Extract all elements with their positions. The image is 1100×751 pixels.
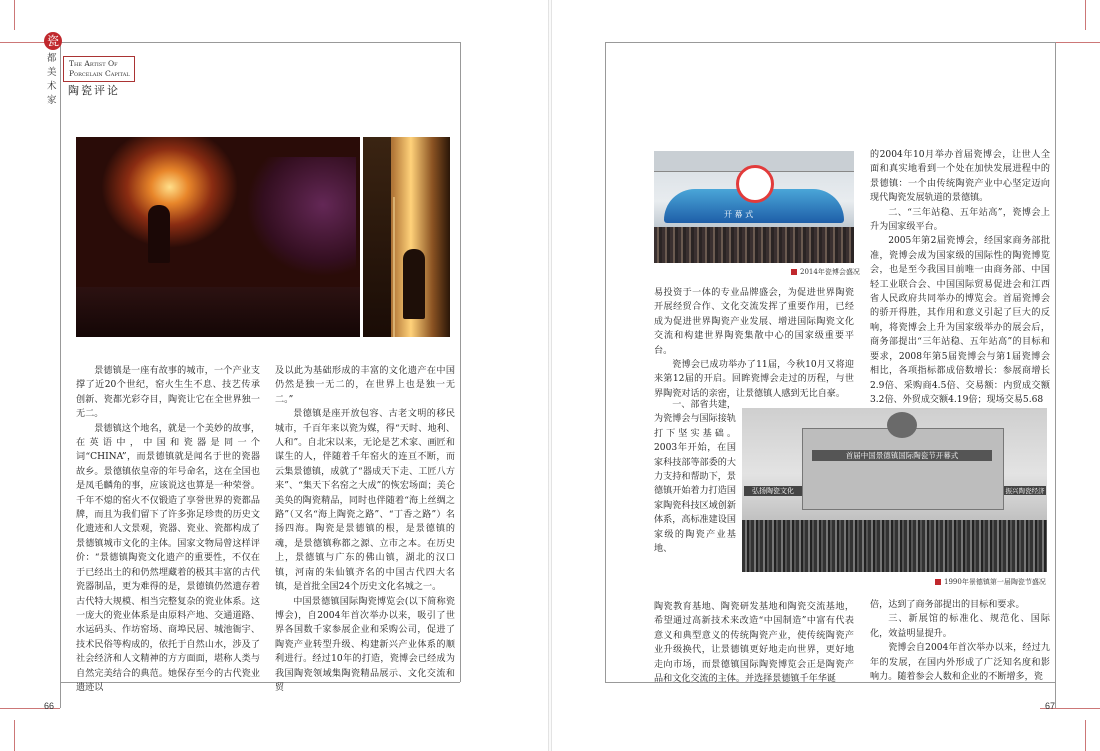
section-title: 陶瓷评论	[68, 84, 120, 97]
caption-marker	[935, 579, 941, 585]
logo-badge	[44, 32, 62, 50]
crop-mark	[1085, 0, 1086, 30]
paragraph: 景德镇是一座有故事的城市，一个产业支撑了近20个世纪，窑火生生不息、技艺传承创新、瓷都光彩夺目，陶瓷让它在全世界独一无二。	[76, 366, 260, 420]
page-gutter	[548, 0, 552, 751]
paragraph: 景德镇这个地名，就是一个美妙的故事，在英语中，中国和瓷器是同一个词“CHINA”，而景德镇就是闻名于世的瓷器故乡。景德镇依皇帝的年号命名，这在全国也是凤毛麟角的事，应该说这也算是一种荣誉。千年不熄的窑火不仅锻造了享誉世界的瓷都品牌，而且为我们留下了许多弥足珍贵的历史文化遗迹和人文景观，瓷器、瓷业、瓷都构成了景德镇城市文化的主体。国家文物局曾这样评价：“景德镇陶瓷文化遗产的重要性，不仅在于已经出土的和仍然埋藏着的极其丰富的古代瓷器制品，更为难得的是，景德镇仍然遗存着古代特大规模、相当完整复杂的瓷业体系。这一庞大的瓷业体系是由原料产地、交通道路、水运码头、作坊窑场、商埠民居、城池衙宇、技术民俗等构成的，依托于自然山水，涉及了社会经济和人文精神的方方面面，堪称人类与自然完美结合的典范。她保存至今的古代瓷业遗迹以	[76, 423, 260, 693]
festival-building	[802, 428, 1004, 510]
saggar-stack-photo	[363, 137, 450, 337]
caption-text: 2014年瓷博会盛况	[800, 268, 860, 276]
worker-silhouette	[148, 205, 170, 263]
english-title-line1: The Artist Of	[69, 59, 118, 68]
crop-mark	[0, 42, 46, 43]
frame-line	[460, 42, 461, 682]
worker-silhouette	[403, 249, 425, 319]
right-column-1-bottom	[654, 600, 854, 685]
left-slogan: 弘扬陶瓷文化	[744, 486, 802, 496]
festival-1990-photo	[742, 408, 1047, 572]
kiln-floor	[76, 287, 360, 337]
english-title-box	[63, 56, 135, 82]
left-column-1	[76, 364, 260, 693]
logo-char: 瓷	[46, 34, 59, 48]
paragraph: 及以此为基础形成的丰富的文化遗产在中国仍然是独一无二的，在世界上也是独一无二。”	[275, 366, 455, 405]
festival-emblem	[887, 412, 917, 438]
vertical-title: 都美术家	[47, 53, 57, 106]
paragraph: 2005年第2届瓷博会，经国家商务部批准，瓷博会成为国家级的国际性的陶瓷博览会，也是至今我国目前唯一由商务部、中国轻工业联合会、中国国际贸易促进会和江西省人民政府共同举办的博览会。首届瓷博会的骄开得胜，其作用和意义引起了巨大的反响，将瓷博会上升为国家级举办的展会后，商务部提出“三年站稳、五年站高”的目标和要求，2008年第5届瓷博会与第1届瓷博会相比，各项指标都成倍数增长：参展商增长2.9倍、采购商4.5倍、交易额：内贸成交额3.2倍、外贸成交额4.19倍；现场交易5.68	[870, 236, 1050, 405]
crop-mark	[1085, 720, 1086, 751]
caption-marker	[791, 269, 797, 275]
building-sign: 首届中国景德镇国际陶瓷节开幕式	[812, 450, 992, 461]
frame-line	[605, 42, 606, 682]
paragraph: 一、部省共建，为瓷博会与国际接轨打下坚实基础。2003年开始，在国家科技部等部委的大力支持和帮助下，景德镇开始着力打造国家陶瓷科技区域创新体系，高标准建设国家级的陶瓷产业基地、	[654, 400, 736, 555]
right-column-1-top	[654, 286, 854, 398]
paragraph: 瓷博会自2004年首次举办以来，经过九年的发展，在国内外形成了广泛知名度和影响力。随着参会人数和企业的不断增多，瓷	[870, 643, 1050, 683]
frame-line	[1055, 42, 1056, 708]
paragraph: 瓷博会已成功举办了11届，今秋10月又将迎来第12届的开启。回眸瓷博会走过的历程，与世界陶瓷对话的亲密，让景德镇人感到无比自豪。	[654, 360, 854, 399]
kiln-interior-photo	[76, 137, 360, 337]
right-column-2-top	[870, 148, 1050, 406]
english-title-line2: Porcelain Capital	[69, 69, 130, 78]
page-number-right: 67	[1045, 701, 1056, 711]
stage-banner-text: 开 幕 式	[724, 210, 754, 219]
kiln-wall-glow	[246, 157, 356, 277]
left-column-2	[275, 364, 455, 693]
right-column-2-bottom	[870, 598, 1050, 683]
frame-line	[60, 42, 61, 708]
paragraph: 中国景德镇国际陶瓷博览会(以下简称瓷博会)，自2004年首次举办以来，吸引了世界各国数千家参展企业和采购公司，促进了陶瓷产业转型升级、构建新兴产业体系的顺利进行。经过10年的打造，瓷博会已经成为我国陶瓷领域集陶瓷精品展示、文化交流和贸	[275, 596, 455, 693]
right-column-1-narrow	[654, 398, 736, 600]
crowd	[742, 520, 1047, 572]
paragraph: 倍，达到了商务部提出的目标和要求。	[870, 600, 1025, 610]
paragraph: 易投资于一体的专业品牌盛会，为促进世界陶瓷开展经贸合作、文化交流发挥了重要作用，已经成为促进世界陶瓷产业发展、增进国际陶瓷文化交流和构建世界陶瓷集散中心的国家级重要平台。	[654, 288, 854, 356]
saggar-stack-shadow	[363, 137, 391, 337]
crop-mark	[14, 0, 15, 30]
frame-line	[605, 42, 1055, 43]
expo-emblem	[736, 165, 774, 203]
paragraph: 陶瓷教育基地、陶瓷研发基地和陶瓷交流基地，希望通过高新技术来改造“中国制造”中富有代表意义和典型意义的传统陶瓷产业，使传统陶瓷产业升级换代，让景德镇更好地走向世界，更好地走向市场，而景德镇国际陶瓷博览会正是陶瓷产品和文化交流的主体。并选择景德镇千年华诞	[654, 602, 854, 685]
crop-mark	[14, 720, 15, 751]
right-slogan: 振兴陶瓷经济	[1005, 487, 1045, 495]
caption-festival-1990	[935, 577, 1046, 587]
crop-mark	[1054, 42, 1100, 43]
caption-expo-2014	[791, 267, 860, 277]
expo-2014-photo	[654, 151, 854, 263]
paragraph: 二、“三年站稳、五年站高”，瓷博会上升为国家级平台。	[870, 207, 1050, 233]
caption-text: 1990年景德镇第一届陶瓷节盛况	[944, 578, 1046, 586]
ladder	[393, 197, 395, 337]
page-number-left: 66	[44, 701, 55, 711]
paragraph: 三、新展馆的标准化、规范化、国际化，效益明显提升。	[870, 614, 1050, 639]
paragraph: 景德镇是座开放包容、古老文明的移民城市，千百年来以瓷为媒，得“天时、地利、人和”。自北宋以来，无论是艺术家、画匠和谋生的人，伴随着千年窑火的连亘不断，而云集景德镇，成就了“器成天下走、工匠八方来”、“集天下名窑之大成”的恢宏场面；美仑美奂的陶瓷精品，同时也伴随着“海上丝绸之路”（又名“海上陶瓷之路”、“丁香之路”）名扬四海。陶瓷是景德镇的根，是景德镇的魂，是景德镇称都之源、立市之本。在历史上，景德镇与广东的佛山镇，湖北的汉口镇，河南的朱仙镇齐名的中国古代四大名镇，是首批全国24个历史文化名城之一。	[275, 409, 455, 593]
crowd	[654, 227, 854, 263]
frame-line	[60, 42, 460, 43]
paragraph: 的2004年10月举办首届瓷博会，让世人全面和真实地看到一个处在加快发展进程中的景德镇：一个由传统陶瓷产业中心坚定迈向现代陶瓷发展轨道的景德镇。	[870, 150, 1050, 204]
